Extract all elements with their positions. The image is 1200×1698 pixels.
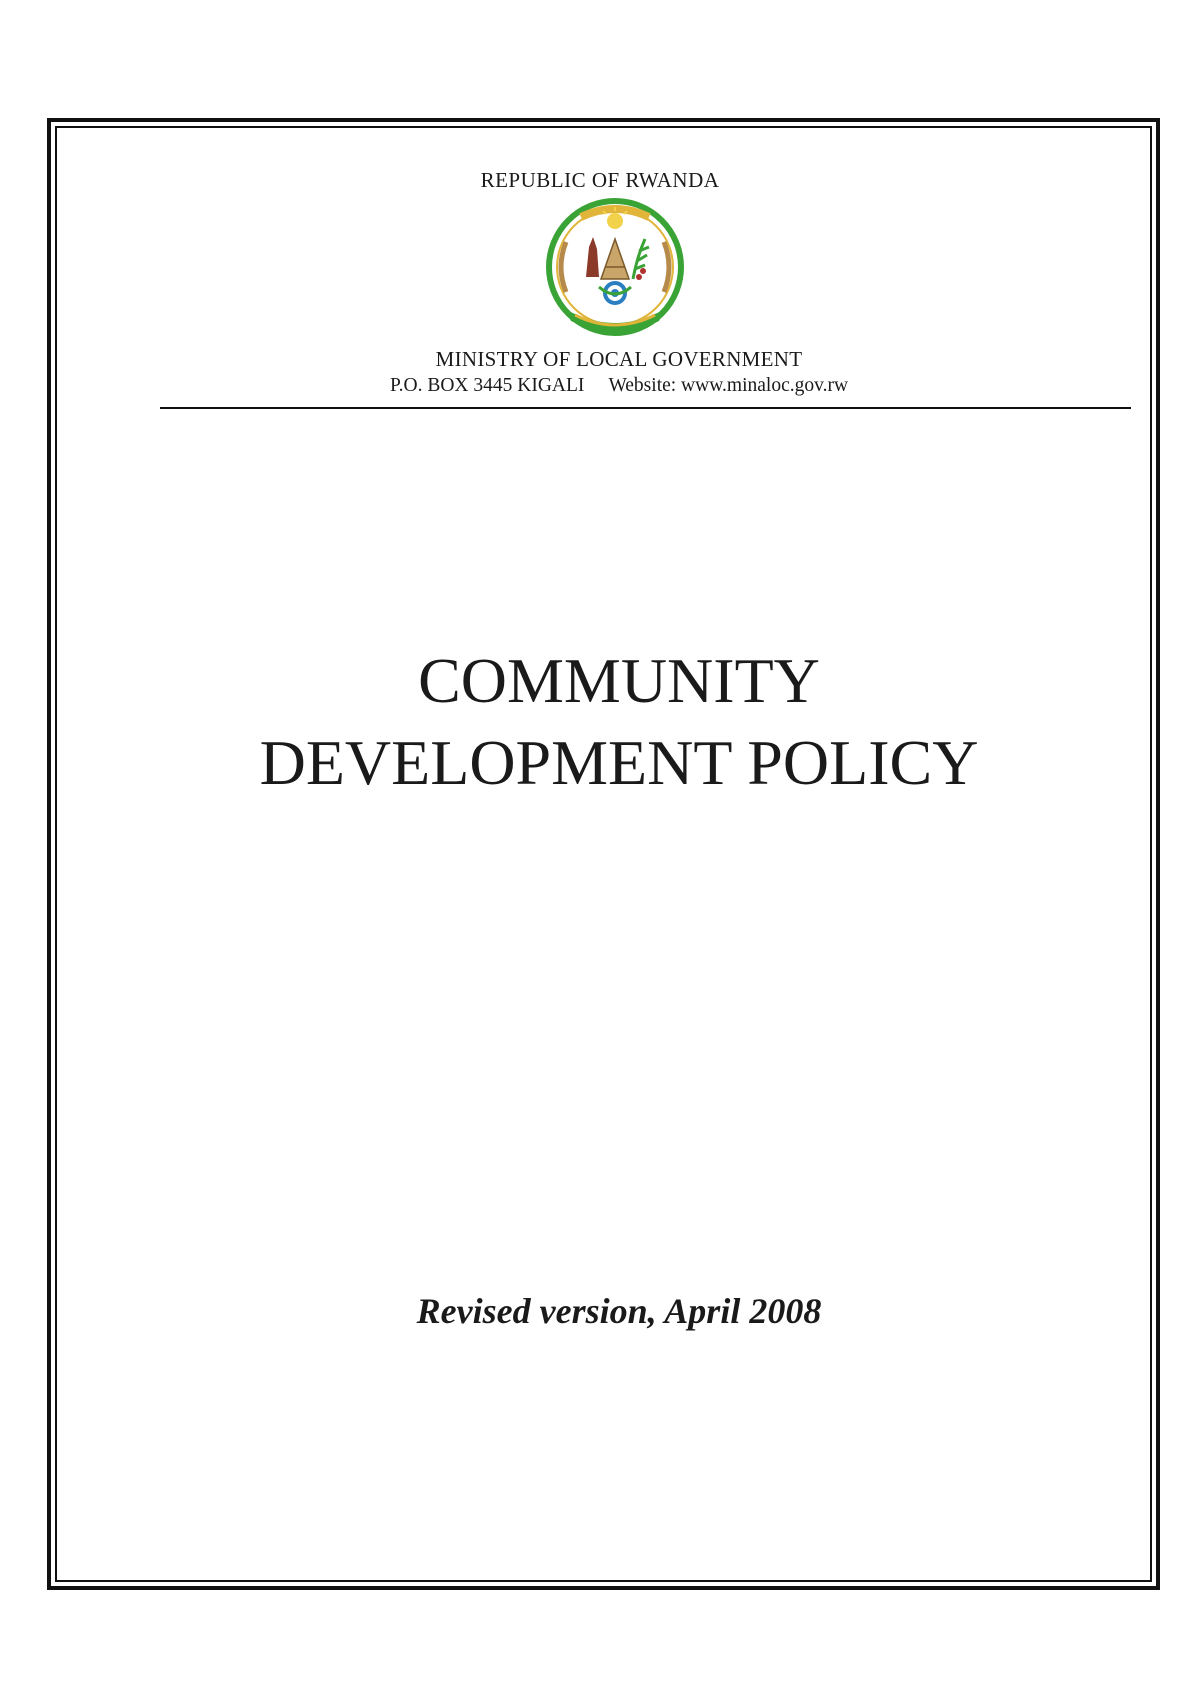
header-divider bbox=[160, 407, 1131, 409]
ministry-heading: MINISTRY OF LOCAL GOVERNMENT bbox=[435, 347, 803, 371]
title-line-2: DEVELOPMENT POLICY bbox=[259, 727, 979, 798]
country-heading: REPUBLIC OF RWANDA bbox=[480, 168, 720, 192]
website-text: Website: www.minaloc.gov.rw bbox=[608, 375, 849, 396]
document-title bbox=[0, 640, 1200, 804]
revision-note: Revised version, April 2008 bbox=[416, 1291, 822, 1331]
contact-line bbox=[0, 375, 1200, 397]
coat-of-arms-icon bbox=[541, 197, 689, 345]
postal-address: P.O. BOX 3445 KIGALI bbox=[389, 375, 585, 396]
title-line-1: COMMUNITY bbox=[418, 645, 820, 716]
